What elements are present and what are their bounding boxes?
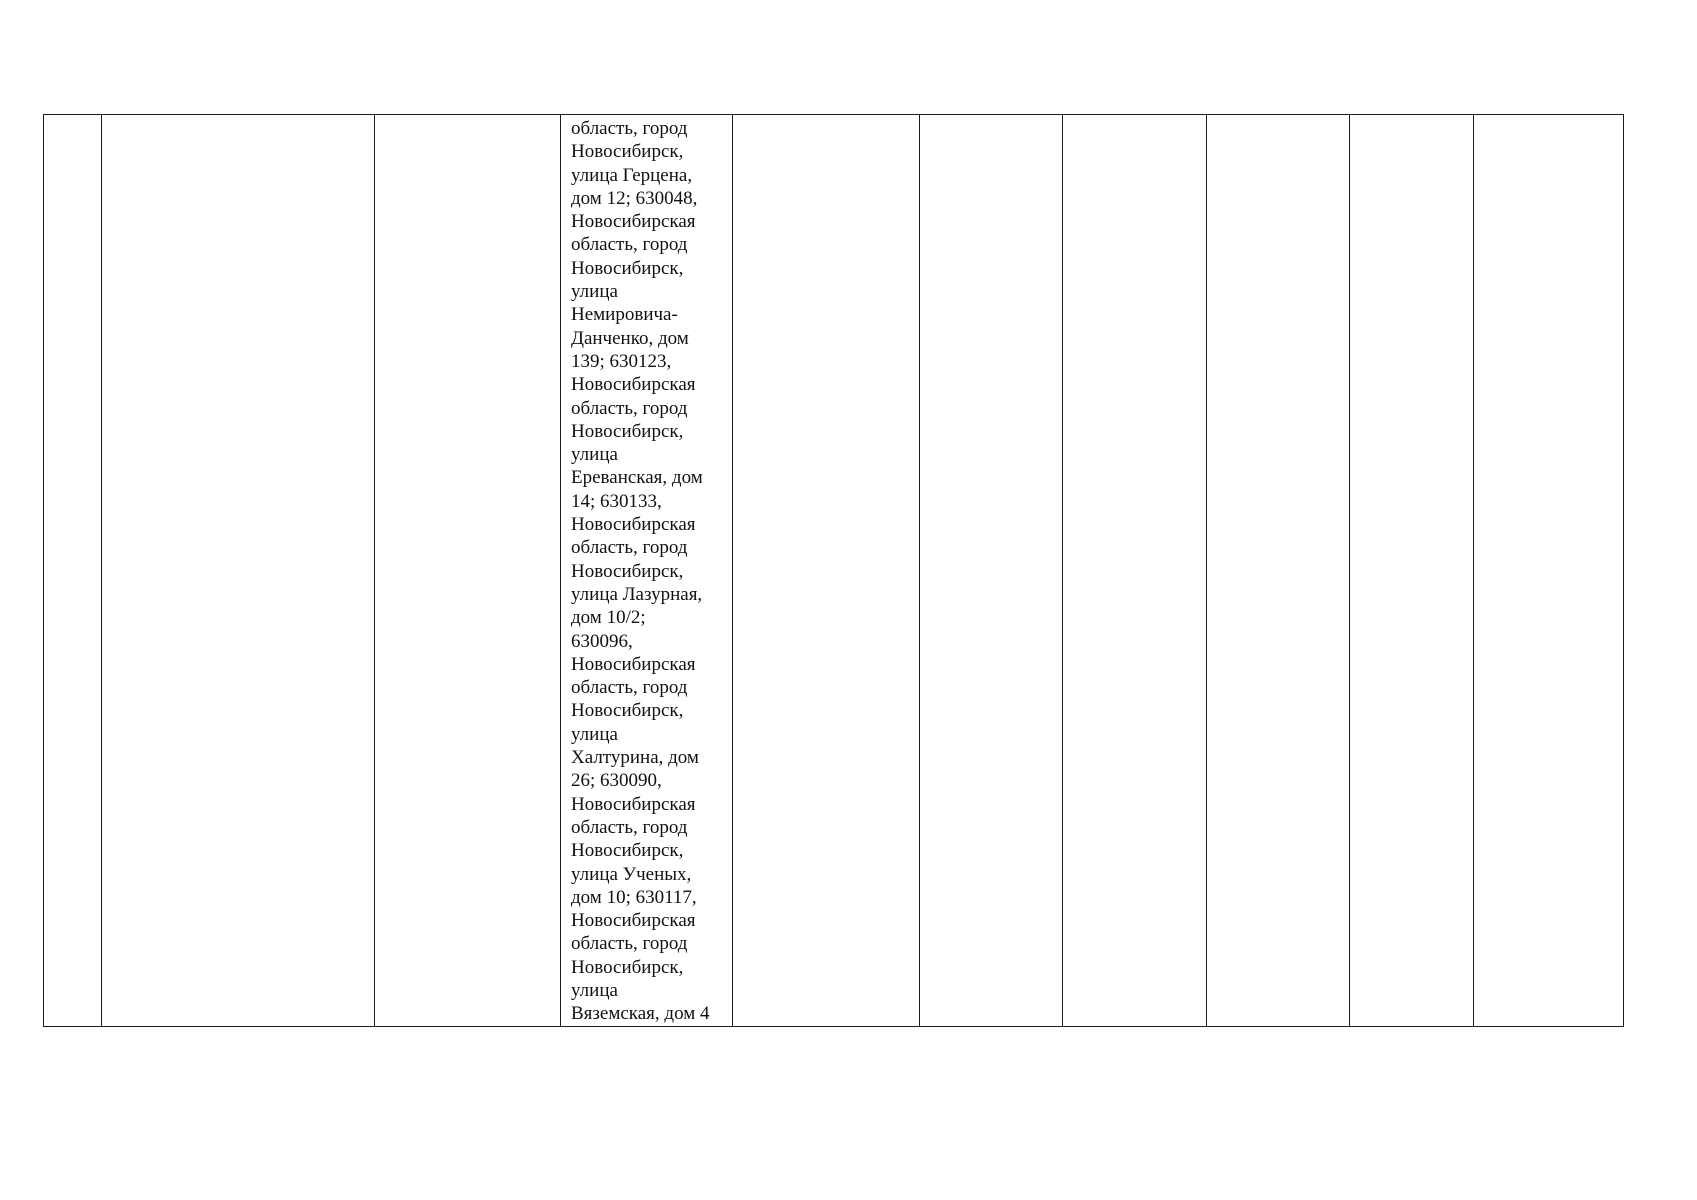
table-cell-9 bbox=[1350, 115, 1474, 1027]
table-cell-6 bbox=[920, 115, 1063, 1027]
table-cell-3 bbox=[375, 115, 561, 1027]
table-cell-10 bbox=[1474, 115, 1624, 1027]
table-cell-5 bbox=[733, 115, 920, 1027]
table-cell-number bbox=[44, 115, 102, 1027]
table-row bbox=[44, 115, 1624, 1027]
table-cell-7 bbox=[1063, 115, 1207, 1027]
registry-table bbox=[43, 114, 1624, 1027]
table-cell-address: область, город Новосибирск, улица Герцена, дом 12; 630048, Новосибирская область, город Новосибирск, улица Немировича- Данченко, дом 139; 630123, Новосибирская область, город Новосибирск, улица Ереванская, дом 14; 630133, Новосибирская область, город Новосибирск, улица Лазурная, дом 10/2; 630096, Новосибирская область, город Новосибирск, улица Халтурина, дом 26; 630090, Новосибирская область, город Новосибирск, улица Ученых, дом 10; 630117, Новосибирская область, город Новосибирск, улица Вяземская, дом 4 bbox=[561, 115, 733, 1027]
table-cell-name bbox=[102, 115, 375, 1027]
table-cell-8 bbox=[1207, 115, 1350, 1027]
